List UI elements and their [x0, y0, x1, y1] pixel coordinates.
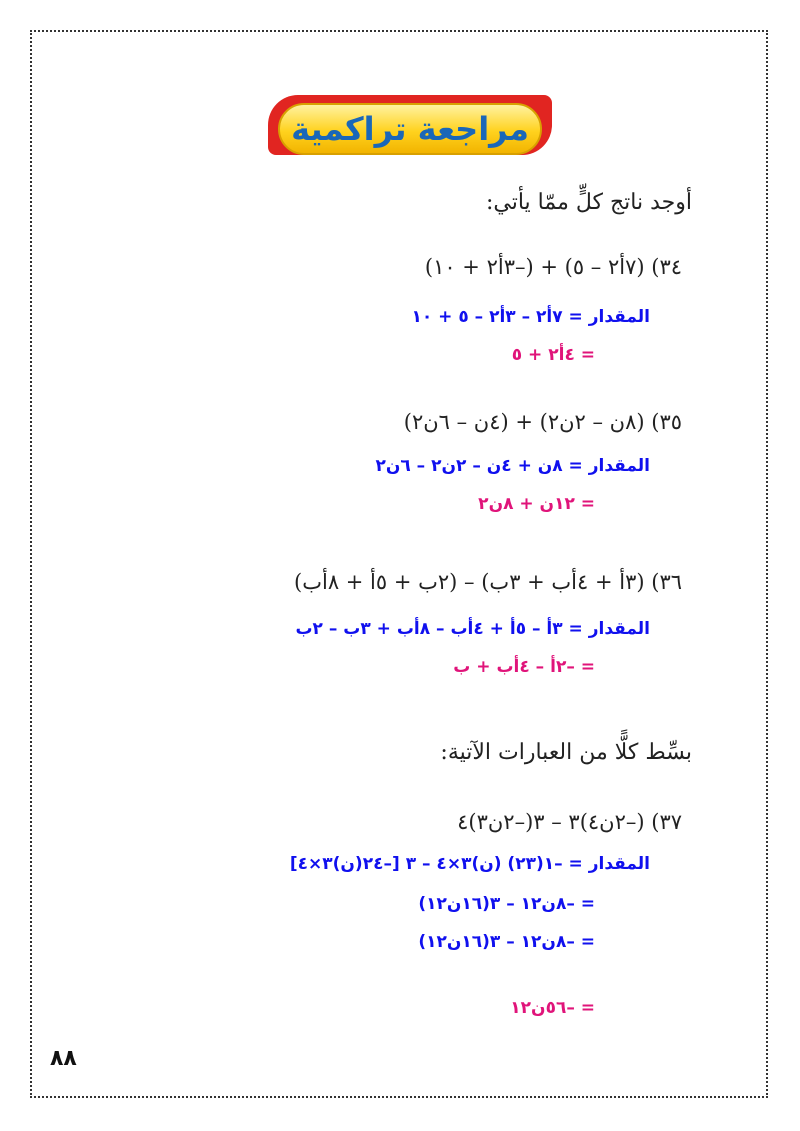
problem-37-step-2: = –٨ن١٢ – ٣(١٦ن١٢) — [418, 894, 595, 914]
problem-36-result: = –٢أ – ٤أب + ب — [453, 657, 595, 677]
section-banner — [268, 95, 552, 163]
problem-35-expression: ٣٥) (٨ن – ٢ن٢) + (٤ن – ٦ن٢) — [403, 410, 682, 434]
problem-35-result: = ١٢ن + ٨ن٢ — [478, 494, 595, 514]
instruction-simplify: بسِّط كلًّا من العبارات الآتية: — [440, 740, 692, 765]
problem-37-expression: ٣٧) (–٢ن٤)٣ – ٣(–٢ن٣)٤ — [457, 810, 682, 834]
problem-36-step-1: المقدار = ٣أ – ٥أ + ٤أب – ٨أب + ٣ب – ٢ب — [295, 619, 650, 639]
problem-34-step-1: المقدار = ٧أ٢ – ٣أ٢ – ٥ + ١٠ — [411, 307, 650, 327]
problem-37-result: = –٥٦ن١٢ — [510, 998, 595, 1018]
problem-34-expression: ٣٤) (٧أ٢ – ٥) + (–٣أ٢ + ١٠) — [424, 255, 682, 279]
banner-title: مراجعة تراكمية — [291, 110, 529, 148]
banner-yellow-pill — [278, 103, 542, 155]
instruction-find-product: أوجد ناتج كلٍّ ممّا يأتي: — [485, 190, 692, 215]
problem-35-step-1: المقدار = ٨ن + ٤ن – ٢ن٢ – ٦ن٢ — [375, 456, 650, 476]
problem-37-step-1: المقدار = –١(٢٣) (ن)٣×٤ – ٣ [–٢٤(ن)٣×٤] — [289, 854, 650, 874]
problem-36-expression: ٣٦) (٣أ + ٤أب + ٣ب) – (٢ب + ٥أ + ٨أب) — [294, 570, 682, 594]
problem-37-step-3: = –٨ن١٢ – ٣(١٦ن١٢) — [418, 932, 595, 952]
page-number: ٨٨ — [50, 1046, 77, 1071]
problem-34-result: = ٤أ٢ + ٥ — [511, 345, 595, 365]
